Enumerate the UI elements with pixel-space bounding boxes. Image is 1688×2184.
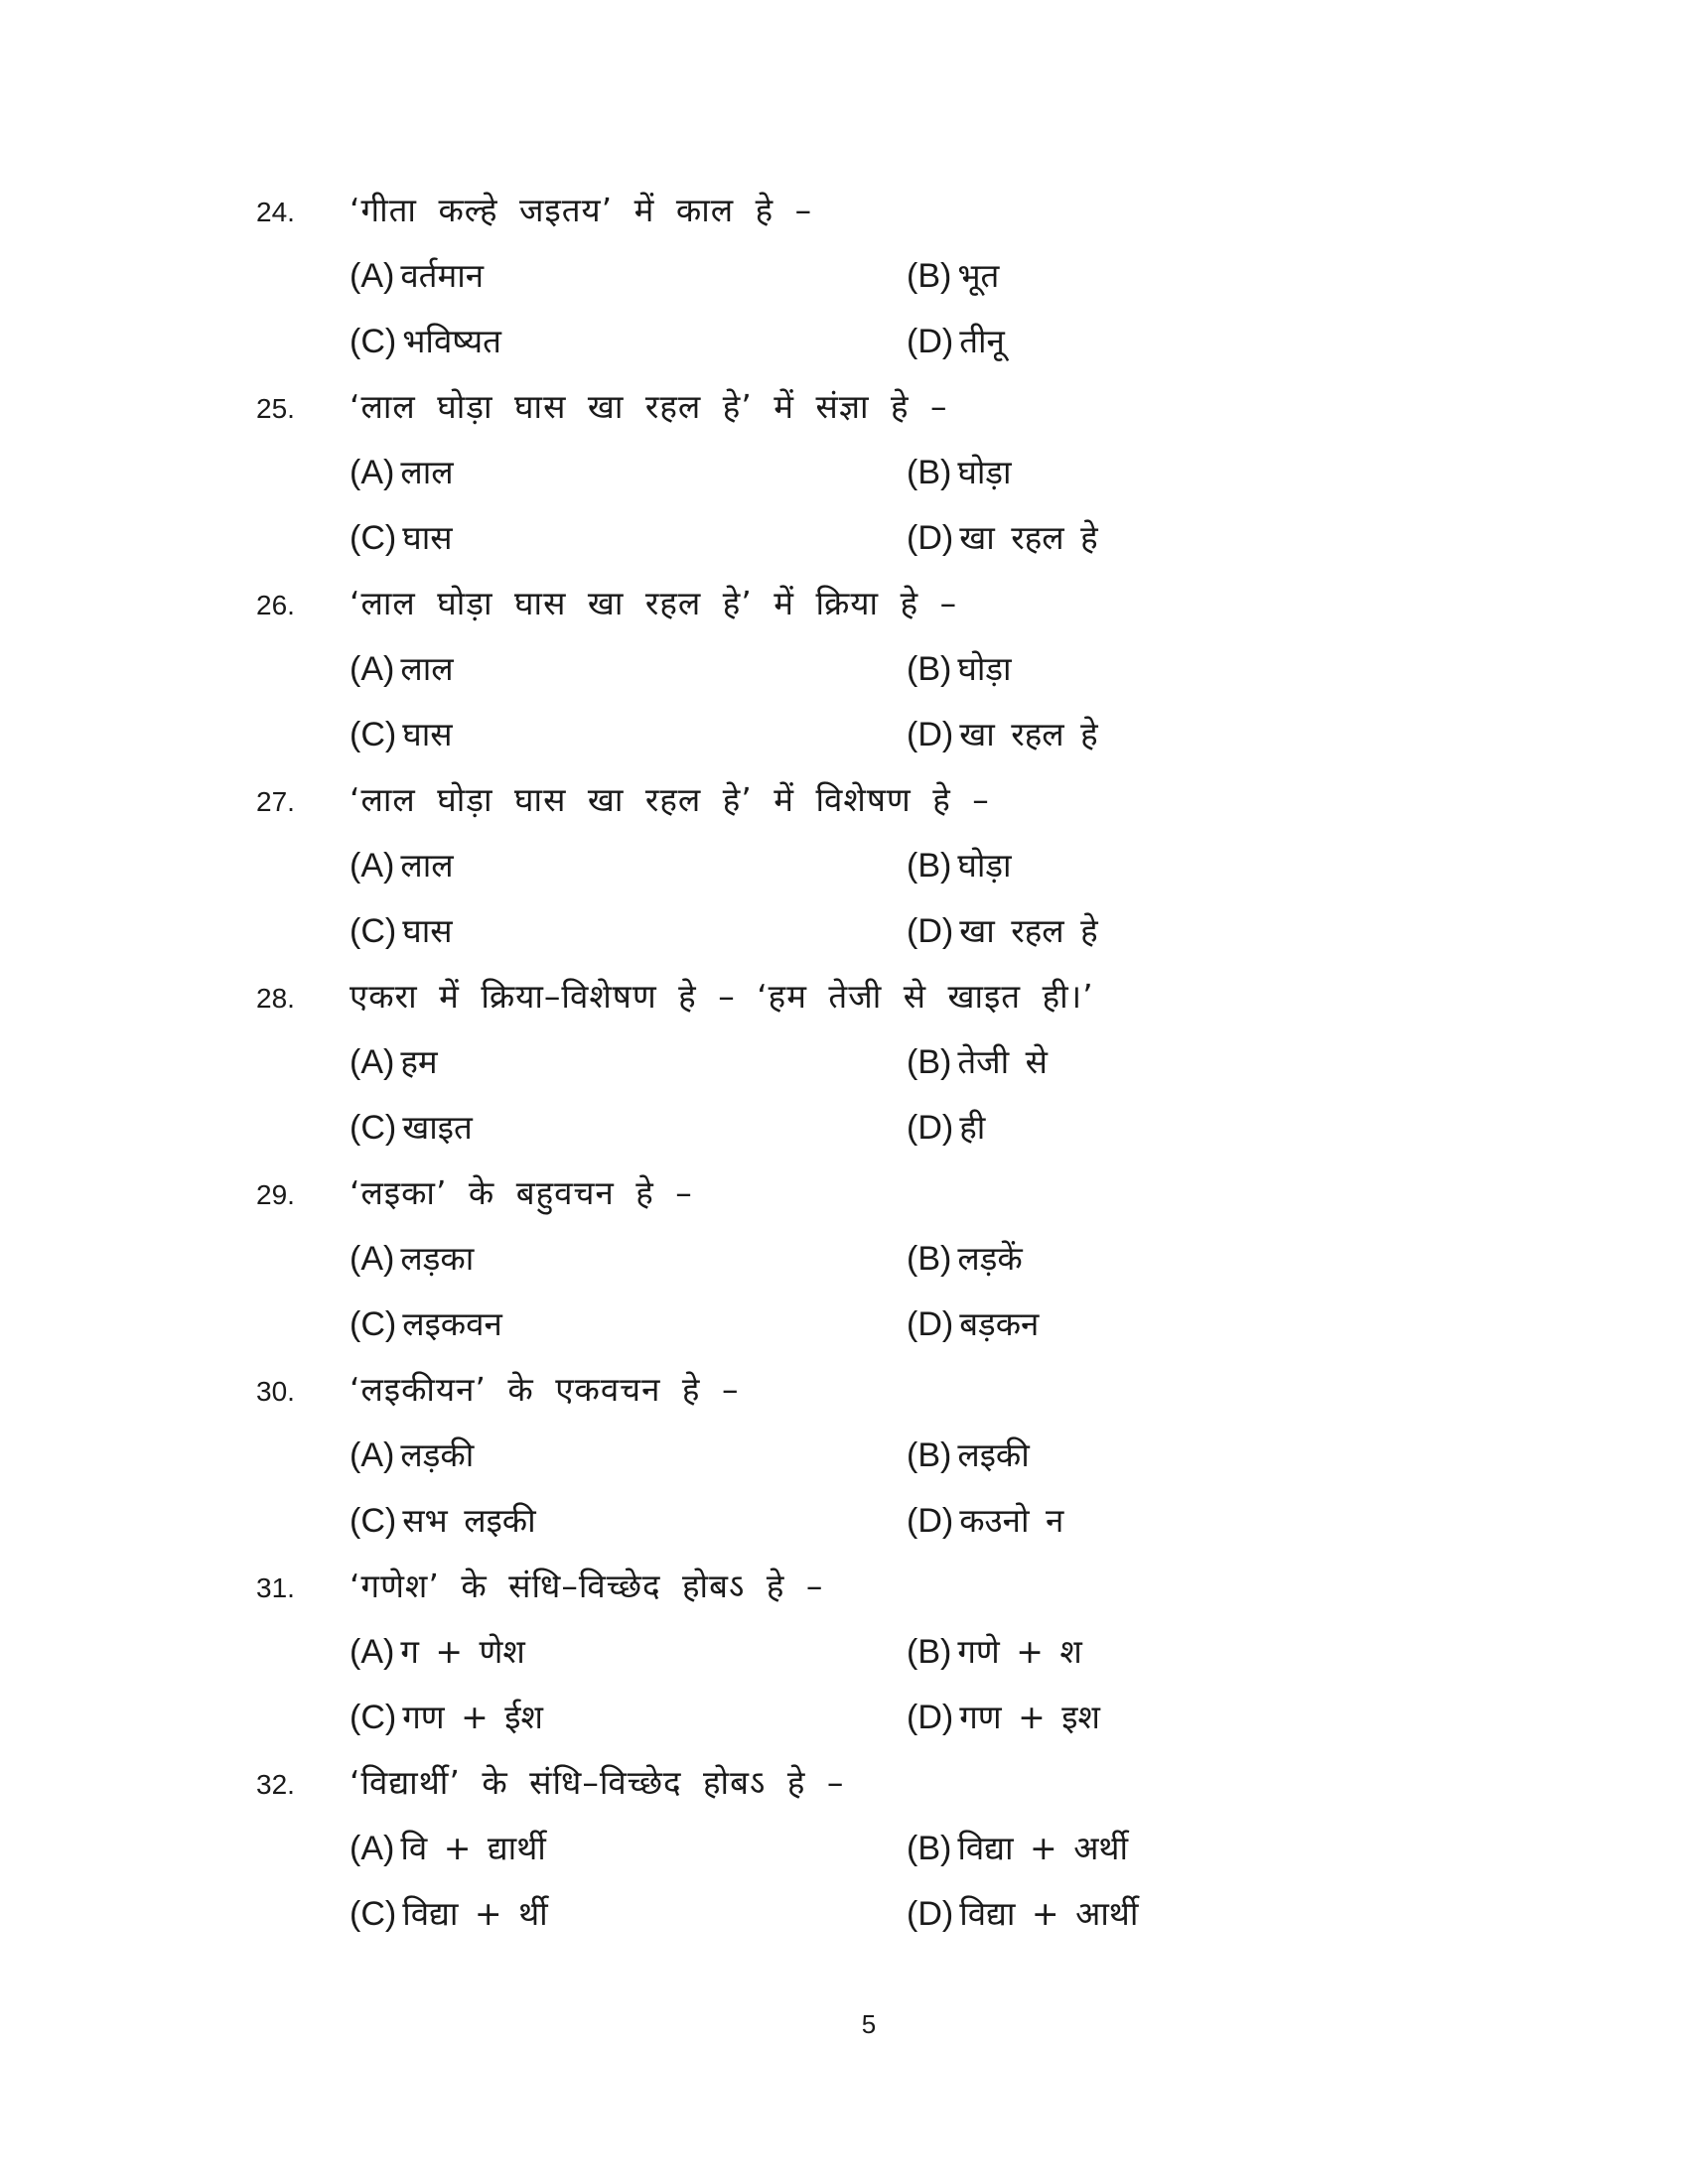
question-number: 31.	[256, 1572, 295, 1603]
option-text: ही	[959, 1108, 986, 1147]
option-label: (D)	[907, 323, 954, 360]
option-a	[350, 1825, 546, 1869]
option-text: वर्तमान	[400, 256, 485, 295]
option-label: (D)	[907, 1699, 954, 1736]
question-stem	[0, 776, 1688, 826]
option-text: घास	[402, 911, 453, 950]
option-a	[350, 1038, 438, 1083]
option-text: सभ लइकी	[402, 1501, 536, 1540]
option-c	[350, 318, 501, 362]
question-stem	[0, 1759, 1688, 1809]
question-text: ‘लइकीयन’ के एकवचन हे –	[350, 1370, 740, 1409]
option-a	[350, 1628, 525, 1673]
question-number: 25.	[256, 393, 295, 424]
option-text: घोड़ा	[957, 846, 1012, 885]
option-a	[350, 1432, 474, 1476]
option-text: हम	[400, 1042, 438, 1081]
option-d	[907, 1300, 1039, 1345]
option-label: (D)	[907, 912, 954, 950]
question-number: 27.	[256, 786, 295, 817]
option-b	[907, 842, 1012, 887]
option-text: कउनो न	[959, 1501, 1064, 1540]
option-label: (C)	[350, 716, 397, 753]
question-text: ‘लाल घोड़ा घास खा रहल हे’ में क्रिया हे –	[350, 584, 958, 622]
option-label: (D)	[907, 1502, 954, 1540]
option-b	[907, 252, 999, 297]
option-label: (A)	[350, 650, 395, 688]
option-text: लाल	[400, 649, 454, 688]
option-label: (A)	[350, 847, 395, 885]
option-label: (A)	[350, 1240, 395, 1278]
option-label: (A)	[350, 454, 395, 491]
option-text: खा रहल हे	[959, 715, 1098, 753]
option-d	[907, 907, 1098, 952]
option-label: (C)	[350, 1109, 397, 1147]
option-b	[907, 1628, 1082, 1673]
option-text: गण + इश	[959, 1698, 1100, 1736]
option-text: बड़कन	[959, 1304, 1040, 1343]
option-c	[350, 1497, 536, 1542]
option-text: गण + ईश	[402, 1698, 543, 1736]
option-text: लड़कें	[957, 1239, 1023, 1278]
option-b	[907, 1038, 1048, 1083]
question-number: 24.	[256, 197, 295, 227]
question-number: 29.	[256, 1179, 295, 1210]
option-c	[350, 711, 453, 755]
option-c	[350, 1694, 543, 1738]
question-number: 30.	[256, 1376, 295, 1407]
option-label: (B)	[907, 1043, 952, 1081]
option-label: (C)	[350, 1895, 397, 1933]
option-text: तीनू	[959, 322, 1005, 360]
option-c	[350, 907, 453, 952]
question-stem	[0, 973, 1688, 1023]
page-number: 5	[861, 2009, 877, 2039]
option-label: (A)	[350, 1043, 395, 1081]
option-label: (D)	[907, 716, 954, 753]
option-d	[907, 318, 1005, 362]
option-text: खा रहल हे	[959, 911, 1098, 950]
option-c	[350, 1104, 473, 1149]
option-text: लाल	[400, 453, 454, 491]
option-text: लइकवन	[402, 1304, 502, 1343]
option-text: विद्या + अर्थी	[957, 1829, 1129, 1867]
question-stem	[0, 1366, 1688, 1416]
question-number: 26.	[256, 590, 295, 620]
question-text: ‘लाल घोड़ा घास खा रहल हे’ में संज्ञा हे –	[350, 387, 948, 426]
option-a	[350, 842, 454, 887]
option-text: घोड़ा	[957, 453, 1012, 491]
option-label: (A)	[350, 1436, 395, 1474]
question-text: ‘गीता कल्हे जइतय’ में काल हे –	[350, 191, 813, 229]
question-stem	[0, 1169, 1688, 1219]
option-label: (C)	[350, 1699, 397, 1736]
question-stem	[0, 187, 1688, 236]
option-text: तेजी से	[957, 1042, 1048, 1081]
option-label: (B)	[907, 1633, 952, 1671]
option-text: वि + द्यार्थी	[400, 1829, 546, 1867]
option-label: (A)	[350, 1830, 395, 1867]
option-label: (D)	[907, 1109, 954, 1147]
option-text: ग + णेश	[400, 1632, 525, 1671]
option-label: (C)	[350, 323, 397, 360]
option-text: लड़का	[400, 1239, 475, 1278]
option-b	[907, 1825, 1128, 1869]
option-c	[350, 514, 453, 559]
question-stem	[0, 1563, 1688, 1612]
question-number: 32.	[256, 1769, 295, 1800]
option-text: विद्या + र्थी	[402, 1894, 548, 1933]
option-label: (B)	[907, 847, 952, 885]
question-text: ‘लाल घोड़ा घास खा रहल हे’ में विशेषण हे –	[350, 780, 990, 819]
option-label: (C)	[350, 1305, 397, 1343]
option-b	[907, 645, 1012, 690]
option-label: (C)	[350, 912, 397, 950]
option-label: (D)	[907, 1895, 954, 1933]
question-text: ‘विद्यार्थी’ के संधि–विच्छेद होबऽ हे –	[350, 1763, 845, 1802]
question-stem	[0, 580, 1688, 629]
option-c	[350, 1300, 502, 1345]
option-text: गणे + श	[957, 1632, 1082, 1671]
option-a	[350, 252, 484, 297]
option-text: भूत	[957, 256, 1000, 295]
option-a	[350, 449, 454, 493]
option-text: घोड़ा	[957, 649, 1012, 688]
option-d	[907, 1694, 1100, 1738]
option-label: (A)	[350, 257, 395, 295]
option-text: खा रहल हे	[959, 518, 1098, 557]
option-label: (B)	[907, 454, 952, 491]
option-label: (B)	[907, 1436, 952, 1474]
option-label: (D)	[907, 1305, 954, 1343]
option-text: विद्या + आर्थी	[959, 1894, 1139, 1933]
option-label: (D)	[907, 519, 954, 557]
option-c	[350, 1890, 548, 1935]
option-d	[907, 1890, 1138, 1935]
option-text: घास	[402, 715, 453, 753]
option-d	[907, 1104, 985, 1149]
option-text: लाल	[400, 846, 454, 885]
option-b	[907, 1432, 1030, 1476]
option-b	[907, 449, 1012, 493]
option-label: (A)	[350, 1633, 395, 1671]
question-stem	[0, 383, 1688, 433]
option-label: (B)	[907, 257, 952, 295]
option-label: (C)	[350, 1502, 397, 1540]
option-label: (C)	[350, 519, 397, 557]
option-text: भविष्यत	[402, 322, 501, 360]
option-label: (B)	[907, 1240, 952, 1278]
option-d	[907, 711, 1098, 755]
option-label: (B)	[907, 650, 952, 688]
option-d	[907, 1497, 1063, 1542]
option-label: (B)	[907, 1830, 952, 1867]
question-text: एकरा में क्रिया–विशेषण हे – ‘हम तेजी से खाइत ही।’	[350, 977, 1094, 1016]
question-text: ‘गणेश’ के संधि–विच्छेद होबऽ हे –	[350, 1567, 824, 1605]
option-a	[350, 645, 454, 690]
option-d	[907, 514, 1098, 559]
question-text: ‘लइका’ के बहुवचन हे –	[350, 1173, 693, 1212]
option-text: लइकी	[957, 1435, 1030, 1474]
option-b	[907, 1235, 1023, 1280]
option-a	[350, 1235, 474, 1280]
option-text: लड़की	[400, 1435, 475, 1474]
option-text: खाइत	[402, 1108, 473, 1147]
option-text: घास	[402, 518, 453, 557]
question-number: 28.	[256, 983, 295, 1014]
